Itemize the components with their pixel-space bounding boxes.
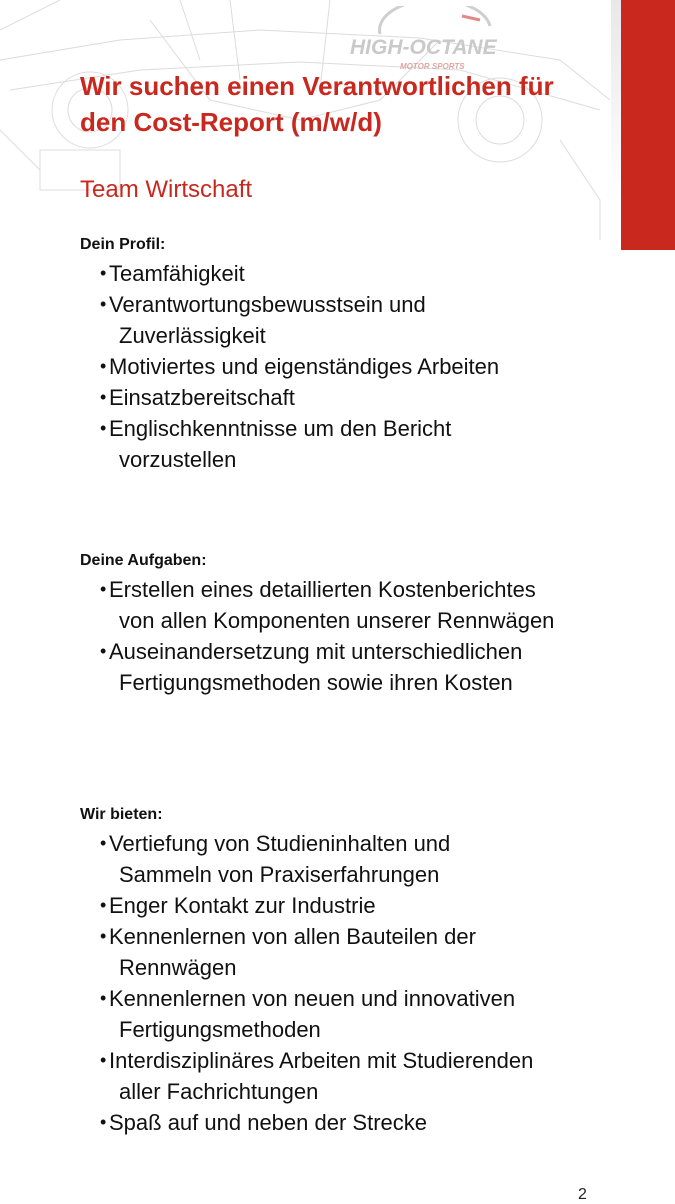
list-item: • Englischkenntnisse um den Bericht vorzustellen: [100, 413, 620, 475]
bullet-icon: •: [100, 356, 107, 376]
list-item: • Motiviertes und eigenständiges Arbeiten: [100, 351, 620, 382]
list-item: • Enger Kontakt zur Industrie: [100, 890, 620, 921]
section-heading: Deine Aufgaben:: [80, 552, 207, 569]
logo-subline: MOTOR SPORTS: [400, 62, 465, 71]
section-heading: Wir bieten:: [80, 806, 163, 823]
bullet-icon: •: [100, 294, 107, 314]
aufgaben-list: [80, 574, 620, 698]
bullet-icon: •: [100, 641, 107, 661]
bullet-icon: •: [100, 833, 107, 853]
section-profil: [80, 236, 620, 475]
profil-list: [80, 258, 620, 475]
bullet-icon: •: [100, 418, 107, 438]
red-accent-bar: [621, 0, 675, 250]
decorative-gradient-strip: [611, 0, 621, 200]
bullet-icon: •: [100, 1050, 107, 1070]
high-octane-logo: [350, 6, 520, 76]
bullet-icon: •: [100, 579, 107, 599]
list-item: • Interdisziplinäres Arbeiten mit Studierenden aller Fachrichtungen: [100, 1045, 620, 1107]
wir-bieten-list: [80, 828, 620, 1138]
list-item: • Verantwortungsbewusstsein und Zuverlässigkeit: [100, 289, 620, 351]
bullet-icon: •: [100, 1112, 107, 1132]
list-item: • Vertiefung von Studieninhalten und Sammeln von Praxiserfahrungen: [100, 828, 620, 890]
list-item: • Kennenlernen von neuen und innovativen Fertigungsmethoden: [100, 983, 620, 1045]
bullet-icon: •: [100, 988, 107, 1008]
bullet-icon: •: [100, 263, 107, 283]
bullet-icon: •: [100, 387, 107, 407]
page-subtitle: Team Wirtschaft: [80, 176, 253, 203]
bullet-icon: •: [100, 895, 107, 915]
page-number: 2: [578, 1186, 587, 1203]
list-item: • Teamfähigkeit: [100, 258, 620, 289]
section-heading: Dein Profil:: [80, 236, 166, 253]
list-item: • Kennenlernen von allen Bauteilen der Rennwägen: [100, 921, 620, 983]
list-item: • Erstellen eines detaillierten Kostenberichtes von allen Komponenten unserer Rennwägen: [100, 574, 620, 636]
list-item: • Auseinandersetzung mit unterschiedlichen Fertigungsmethoden sowie ihren Kosten: [100, 636, 620, 698]
section-aufgaben: [80, 552, 620, 698]
section-wir-bieten: [80, 806, 620, 1138]
list-item: • Spaß auf und neben der Strecke: [100, 1107, 620, 1138]
bullet-icon: •: [100, 926, 107, 946]
list-item: • Einsatzbereitschaft: [100, 382, 620, 413]
page-title: Wir suchen einen Verantwortlichen für den Cost-Report (m/w/d): [80, 71, 554, 137]
logo-wordmark: HIGH-OCTANE: [350, 36, 497, 59]
